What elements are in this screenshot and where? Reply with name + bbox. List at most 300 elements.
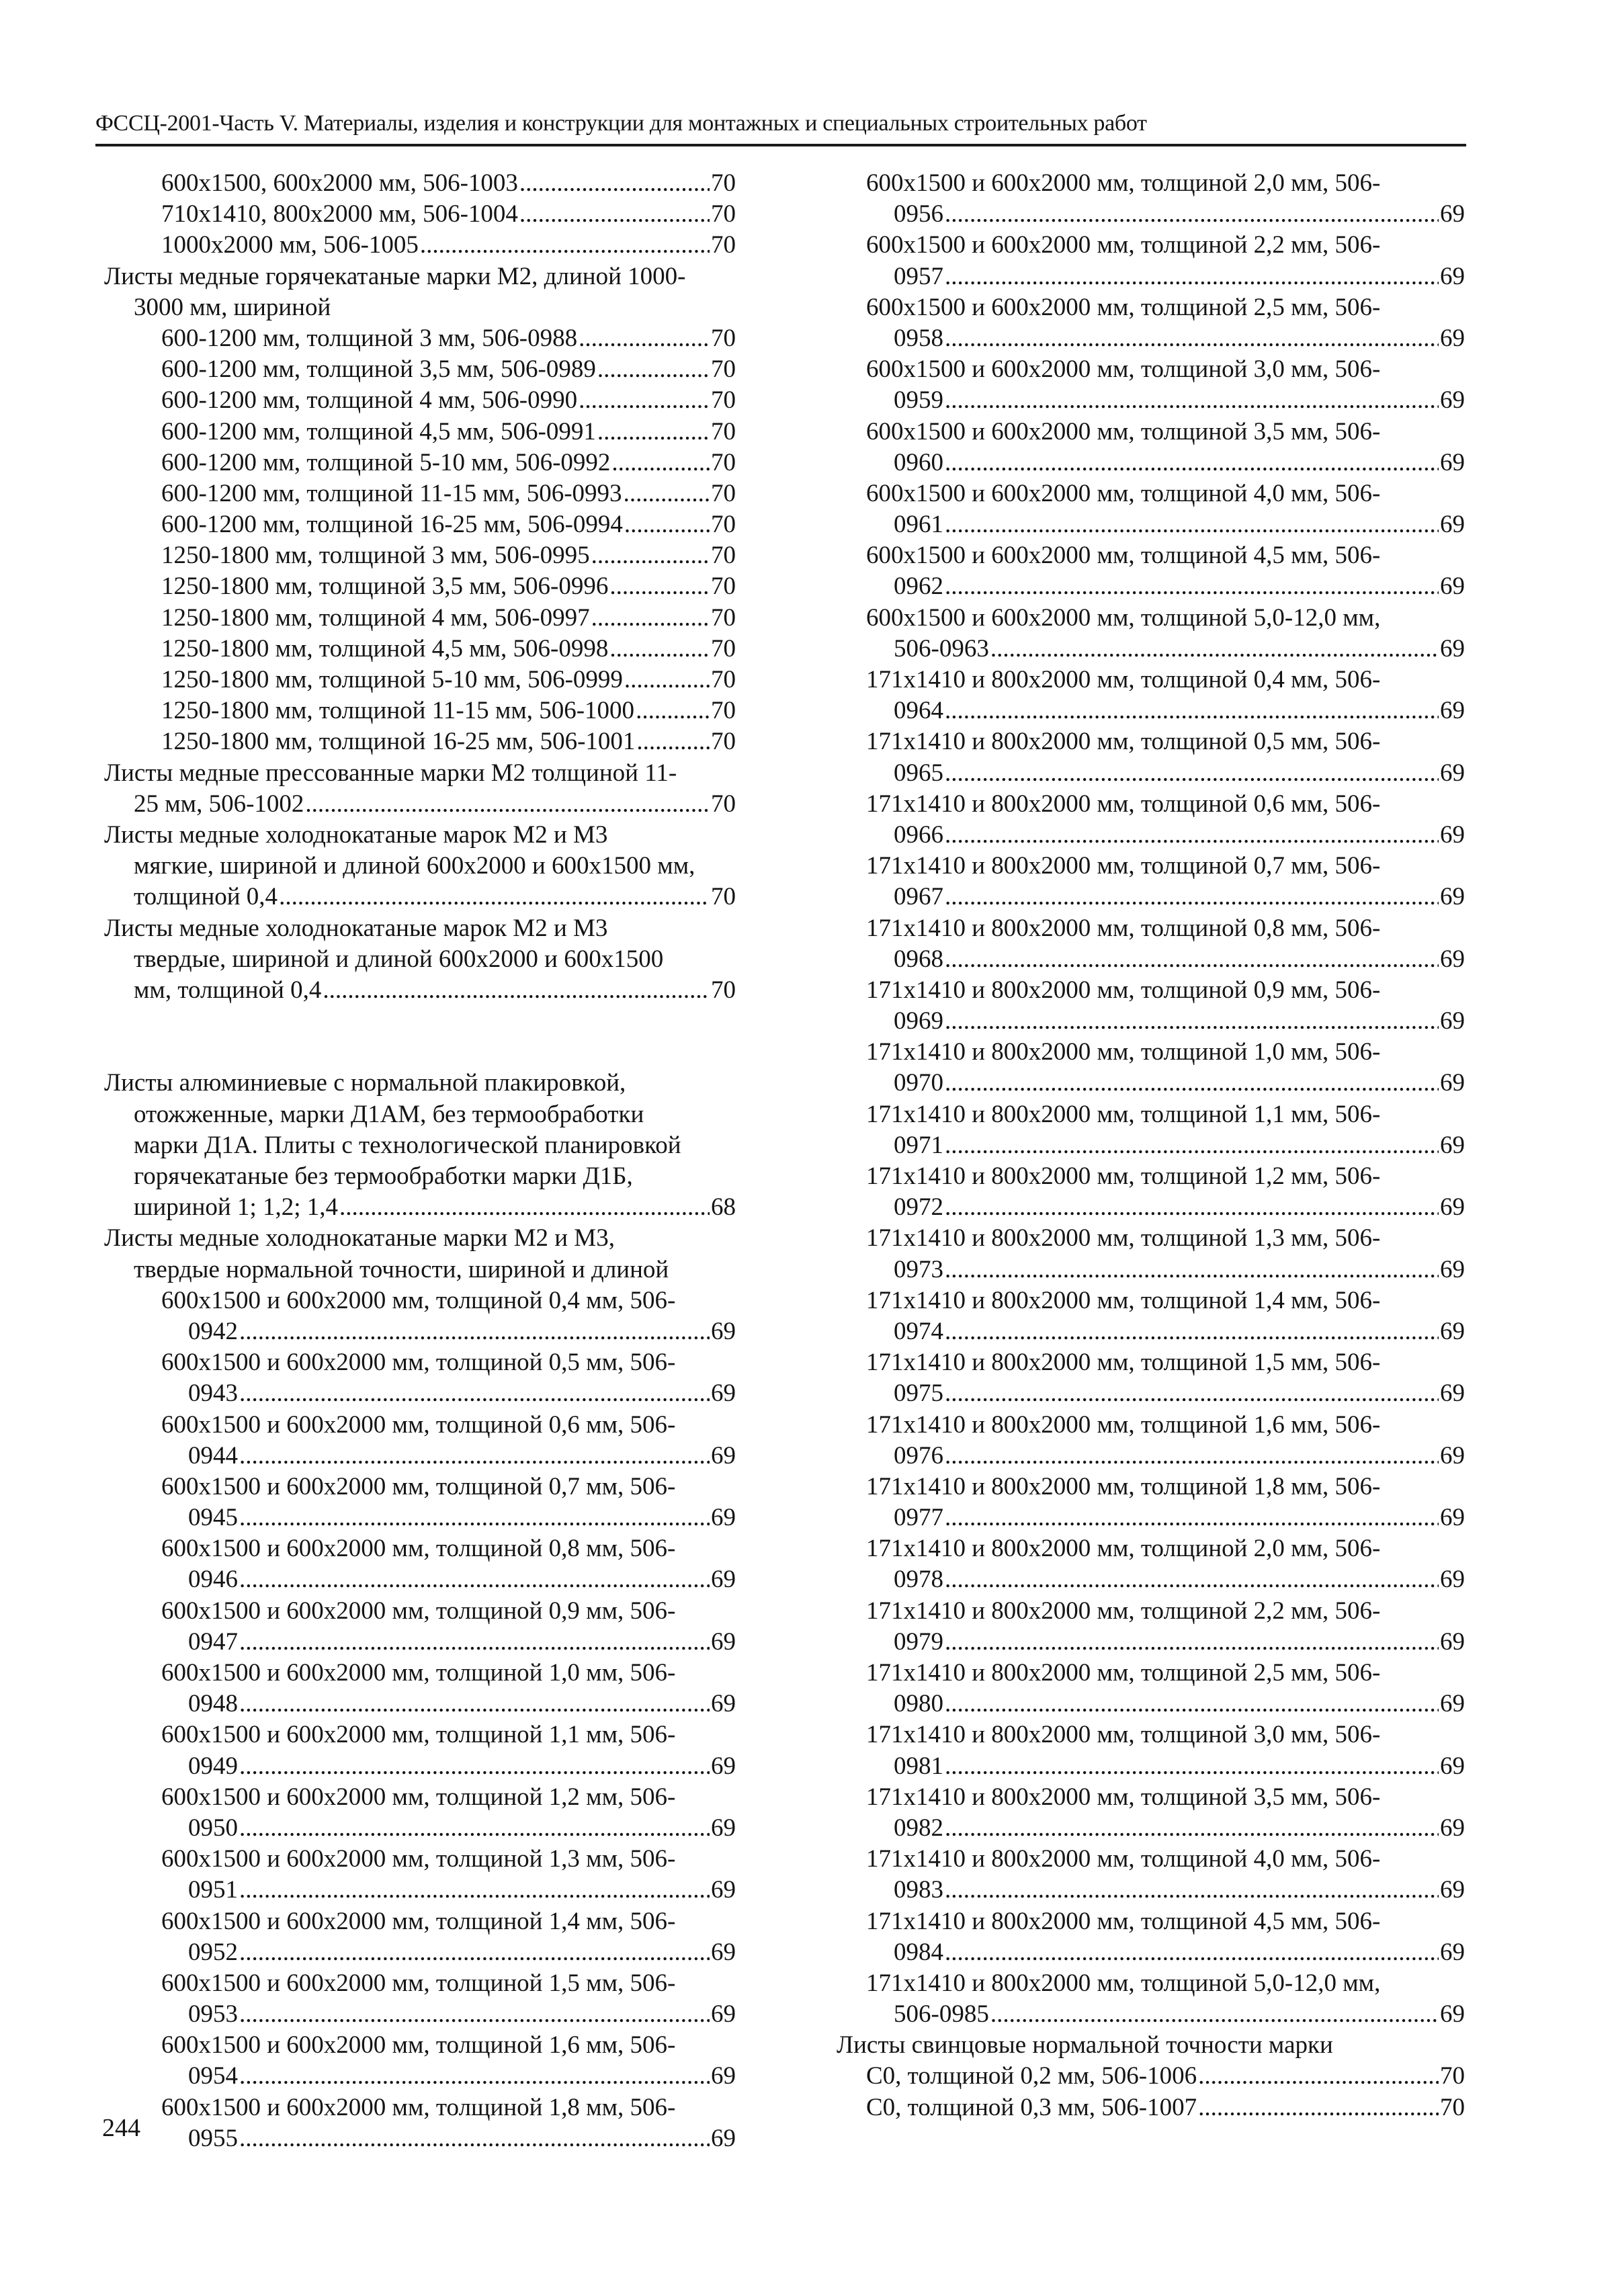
index-entry-text: 600x1500 и 600x2000 мм, толщиной 1,4 мм, 506- — [161, 1907, 676, 1935]
dot-leader — [945, 1689, 1439, 1719]
index-line — [104, 385, 736, 416]
index-line — [104, 1255, 736, 1285]
index-line — [837, 1130, 1465, 1161]
index-line — [104, 1813, 736, 1844]
index-entry-page: 69 — [1440, 1193, 1465, 1222]
index-entry-text: 0948 — [188, 1690, 238, 1718]
index-line — [104, 1285, 736, 1316]
index-line — [837, 540, 1465, 571]
index-line — [104, 1564, 736, 1595]
index-entry-page: 69 — [1440, 262, 1465, 290]
dot-leader — [945, 1130, 1439, 1161]
index-entry-text: 600x1500 и 600x2000 мм, толщиной 0,8 мм, 506- — [161, 1535, 676, 1563]
index-entry-text: 0952 — [188, 1938, 238, 1966]
index-entry-text: 171x1410 и 800x2000 мм, толщиной 1,8 мм, 506- — [866, 1472, 1381, 1500]
index-line — [104, 1906, 736, 1937]
index-entry-text: 0968 — [894, 945, 943, 973]
index-entry-page: 69 — [1440, 1007, 1465, 1035]
index-entry-text: 600x1500 и 600x2000 мм, толщиной 2,2 мм, 506- — [866, 231, 1381, 259]
index-entry-page: 70 — [1440, 2062, 1465, 2090]
index-entry-page: 69 — [1440, 2000, 1465, 2029]
index-line — [104, 1658, 736, 1689]
index-line — [104, 1875, 736, 1906]
index-entry-text: 0956 — [894, 200, 943, 228]
dot-leader — [636, 695, 710, 726]
index-entry-text: 1250-1800 мм, толщиной 11-15 мм, 506-1000 — [161, 697, 635, 725]
index-entry-page: 69 — [1440, 1938, 1465, 1966]
index-entry-page: 70 — [711, 697, 736, 725]
index-entry-page: 69 — [1440, 1069, 1465, 1097]
index-line — [104, 1937, 736, 1968]
index-entry-page: 69 — [1440, 200, 1465, 228]
index-entry-page: 69 — [1440, 324, 1465, 352]
index-entry-text: 0979 — [894, 1627, 943, 1656]
index-entry-text: 0964 — [894, 697, 943, 725]
index-entry-text: 0949 — [188, 1752, 238, 1780]
index-entry-page: 70 — [1440, 2093, 1465, 2121]
index-line — [104, 1099, 736, 1130]
index-entry-page: 70 — [711, 511, 736, 539]
index-entry-page: 70 — [711, 355, 736, 384]
index-line — [837, 385, 1465, 416]
index-line — [104, 1844, 736, 1875]
dot-leader — [945, 882, 1439, 912]
dot-leader — [279, 882, 710, 912]
index-line — [837, 199, 1465, 230]
index-entry-text: 0969 — [894, 1007, 943, 1035]
dot-leader — [945, 1564, 1439, 1595]
dot-leader — [239, 1502, 710, 1533]
dot-leader — [239, 1999, 710, 2030]
blank-line — [104, 1006, 736, 1037]
index-line — [104, 261, 736, 292]
index-entry-page: 69 — [1440, 1504, 1465, 1532]
dot-leader — [591, 603, 710, 634]
index-line — [104, 2092, 736, 2123]
index-entry-text: 600x1500 и 600x2000 мм, толщиной 0,7 мм, 506- — [161, 1472, 676, 1500]
index-line — [837, 292, 1465, 323]
index-entry-text: твердые, шириной и длиной 600x2000 и 600x1500 — [134, 945, 664, 973]
index-entry-text: 600-1200 мм, толщиной 3 мм, 506-0988 — [161, 324, 578, 352]
index-entry-text: 0966 — [894, 820, 943, 849]
index-line — [104, 509, 736, 540]
index-entry-text: 171x1410 и 800x2000 мм, толщиной 1,4 мм, 506- — [866, 1286, 1381, 1314]
index-line — [837, 695, 1465, 726]
index-entry-text: 600x1500 и 600x2000 мм, толщиной 1,1 мм, 506- — [161, 1721, 676, 1749]
index-entry-text: 1250-1800 мм, толщиной 3 мм, 506-0995 — [161, 542, 590, 570]
index-line — [837, 2030, 1465, 2061]
index-entry-page: 69 — [1440, 1876, 1465, 1904]
index-line — [104, 1316, 736, 1347]
index-entry-page: 70 — [711, 976, 736, 1004]
dot-leader — [239, 1689, 710, 1719]
dot-leader — [945, 323, 1439, 354]
index-entry-text: 171x1410 и 800x2000 мм, толщиной 0,4 мм, 506- — [866, 666, 1381, 693]
index-entry-page: 70 — [711, 200, 736, 228]
index-entry-text: 600x1500 и 600x2000 мм, толщиной 1,5 мм, 506- — [161, 1969, 676, 1997]
dot-leader — [945, 1378, 1439, 1409]
dot-leader — [1198, 2092, 1439, 2123]
dot-leader — [624, 478, 710, 509]
index-entry-text: 0951 — [188, 1876, 238, 1904]
index-line — [104, 354, 736, 385]
index-entry-text: 600x1500 и 600x2000 мм, толщиной 0,4 мм, 506- — [161, 1286, 676, 1314]
index-entry-text: 0984 — [894, 1938, 943, 1966]
index-entry-text: 25 мм, 506-1002 — [134, 790, 304, 818]
index-line — [104, 820, 736, 851]
index-entry-page: 70 — [711, 790, 736, 818]
index-entry-page: 69 — [1440, 1131, 1465, 1159]
index-entry-text: 0942 — [188, 1317, 238, 1345]
index-entry-page: 69 — [1440, 1255, 1465, 1283]
index-entry-page: 69 — [1440, 697, 1465, 725]
index-entry-text: 600x1500 и 600x2000 мм, толщиной 1,2 мм, 506- — [161, 1783, 676, 1811]
index-entry-page: 69 — [1440, 1317, 1465, 1345]
index-entry-text: 0944 — [188, 1441, 238, 1470]
index-entry-text: 600x1500 и 600x2000 мм, толщиной 3,0 мм, 506- — [866, 355, 1381, 384]
dot-leader — [579, 323, 710, 354]
dot-leader — [624, 509, 710, 540]
index-entry-text: 600x1500 и 600x2000 мм, толщиной 3,5 мм, 506- — [866, 417, 1381, 445]
index-entry-text: 0959 — [894, 386, 943, 415]
index-entry-text: 0953 — [188, 2000, 238, 2029]
index-entry-text: 600x1500 и 600x2000 мм, толщиной 0,9 мм, 506- — [161, 1597, 676, 1625]
index-entry-text: 0945 — [188, 1504, 238, 1532]
index-line — [104, 913, 736, 944]
index-entry-page: 70 — [711, 231, 736, 259]
dot-leader — [945, 1875, 1439, 1906]
index-entry-text: 506-0963 — [894, 634, 989, 663]
index-entry-text: 0981 — [894, 1752, 943, 1780]
index-entry-text: Листы медные прессованные марки М2 толщиной 11- — [104, 759, 677, 787]
index-entry-page: 69 — [711, 1876, 736, 1904]
index-entry-page: 69 — [1440, 511, 1465, 539]
index-entry-page: 69 — [1440, 759, 1465, 787]
index-line — [837, 1223, 1465, 1254]
index-line — [837, 1875, 1465, 1906]
index-line — [104, 695, 736, 726]
index-line — [837, 1999, 1465, 2030]
index-entry-page: 70 — [711, 572, 736, 601]
index-entry-text: 1250-1800 мм, толщиной 3,5 мм, 506-0996 — [161, 572, 609, 601]
dot-leader — [239, 1937, 710, 1968]
dot-leader — [339, 1192, 710, 1223]
index-entry-text: 0950 — [188, 1814, 238, 1842]
index-line — [837, 913, 1465, 944]
index-line — [104, 1999, 736, 2030]
index-entry-text: Листы медные холоднокатаные марок М2 и М3 — [104, 820, 608, 849]
dot-leader — [945, 944, 1439, 975]
index-entry-page: 69 — [1440, 1627, 1465, 1656]
index-line — [104, 944, 736, 975]
index-line — [837, 2092, 1465, 2123]
index-entry-text: 0947 — [188, 1627, 238, 1656]
index-entry-page: 69 — [1440, 1566, 1465, 1594]
page-header: ФССЦ-2001-Часть V. Материалы, изделия и конструкции для монтажных и специальных строительных работ — [95, 108, 1466, 146]
dot-leader — [945, 199, 1439, 230]
dot-leader — [945, 1937, 1439, 1968]
index-line — [837, 417, 1465, 448]
index-entry-page: 69 — [1440, 1379, 1465, 1408]
index-line — [837, 2061, 1465, 2092]
index-entry-text: 600x1500, 600x2000 мм, 506-1003 — [161, 169, 518, 197]
index-line — [104, 1347, 736, 1378]
index-entry-page: 69 — [1440, 820, 1465, 849]
index-line — [104, 1161, 736, 1192]
index-entry-text: 0955 — [188, 2124, 238, 2152]
dot-leader — [305, 789, 710, 820]
index-entry-text: 600x1500 и 600x2000 мм, толщиной 2,5 мм, 506- — [866, 293, 1381, 321]
index-line — [837, 1068, 1465, 1099]
dot-leader — [1198, 2061, 1439, 2092]
index-entry-text: 171x1410 и 800x2000 мм, толщиной 2,0 мм, 506- — [866, 1535, 1381, 1563]
index-line — [104, 2030, 736, 2061]
index-entry-text: 0960 — [894, 448, 943, 476]
index-entry-text: 600x1500 и 600x2000 мм, толщиной 4,0 мм, 506- — [866, 479, 1381, 507]
dot-leader — [945, 385, 1439, 416]
index-entry-text: 600x1500 и 600x2000 мм, толщиной 1,6 мм, 506- — [161, 2031, 676, 2059]
index-entry-page: 70 — [711, 324, 736, 352]
index-line — [837, 726, 1465, 757]
index-line — [837, 1813, 1465, 1844]
index-entry-page: 69 — [711, 1814, 736, 1842]
index-line — [104, 571, 736, 602]
index-entry-text: Листы алюминиевые с нормальной плакировкой, — [104, 1069, 626, 1097]
index-line — [837, 975, 1465, 1006]
index-line — [837, 1689, 1465, 1719]
index-line — [837, 354, 1465, 385]
index-entry-page: 70 — [711, 386, 736, 415]
index-entry-page: 69 — [711, 1566, 736, 1594]
index-line — [837, 1472, 1465, 1502]
index-line — [837, 665, 1465, 695]
dot-leader — [945, 1502, 1439, 1533]
index-line — [837, 1596, 1465, 1627]
index-line — [837, 1751, 1465, 1782]
index-line — [104, 665, 736, 695]
index-line — [104, 1472, 736, 1502]
index-entry-text: Листы медные холоднокатаные марки М2 и М3, — [104, 1224, 615, 1252]
index-entry-text: горячекатаные без термообработки марки Д1Б, — [134, 1162, 633, 1190]
index-entry-text: 0946 — [188, 1566, 238, 1594]
index-line — [104, 199, 736, 230]
index-line — [837, 323, 1465, 354]
index-line — [837, 1410, 1465, 1441]
index-entry-text: 171x1410 и 800x2000 мм, толщиной 0,5 мм, 506- — [866, 728, 1381, 756]
index-line — [837, 448, 1465, 478]
index-line — [104, 168, 736, 199]
index-line — [104, 448, 736, 478]
index-line — [104, 323, 736, 354]
index-line — [837, 168, 1465, 199]
dot-leader — [945, 1441, 1439, 1472]
index-line — [837, 1347, 1465, 1378]
index-entry-text: 0982 — [894, 1814, 943, 1842]
dot-leader — [519, 199, 710, 230]
index-line — [837, 603, 1465, 634]
index-entry-page: 69 — [711, 1690, 736, 1718]
index-entry-text: 0975 — [894, 1379, 943, 1408]
index-line — [837, 1006, 1465, 1037]
index-entry-text: 600x1500 и 600x2000 мм, толщиной 0,6 мм, 506- — [161, 1410, 676, 1439]
index-entry-page: 69 — [1440, 634, 1465, 663]
index-entry-page: 69 — [711, 1317, 736, 1345]
index-line — [104, 1502, 736, 1533]
index-line — [837, 1037, 1465, 1068]
dot-leader — [945, 1627, 1439, 1658]
index-entry-page: 69 — [1440, 1690, 1465, 1718]
index-line — [104, 789, 736, 820]
index-line — [837, 758, 1465, 789]
index-line — [104, 1533, 736, 1564]
index-entry-page: 69 — [1440, 883, 1465, 911]
index-line — [104, 1968, 736, 1999]
index-entry-text: 1250-1800 мм, толщиной 16-25 мм, 506-1001 — [161, 728, 636, 756]
index-entry-text: 171x1410 и 800x2000 мм, толщиной 4,0 мм, 506- — [866, 1845, 1381, 1873]
index-entry-text: 0974 — [894, 1317, 943, 1345]
dot-leader — [611, 448, 710, 478]
index-entry-text: 600x1500 и 600x2000 мм, толщиной 2,0 мм, 506- — [866, 169, 1381, 197]
index-entry-text: 600x1500 и 600x2000 мм, толщиной 1,3 мм, 506- — [161, 1845, 676, 1873]
index-entry-text: 171x1410 и 800x2000 мм, толщиной 1,1 мм, 506- — [866, 1100, 1381, 1128]
index-entry-text: 171x1410 и 800x2000 мм, толщиной 0,6 мм, 506- — [866, 790, 1381, 818]
index-line — [837, 230, 1465, 261]
index-line — [104, 1068, 736, 1099]
dot-leader — [239, 1751, 710, 1782]
index-entry-text: 0976 — [894, 1441, 943, 1470]
dot-leader — [945, 820, 1439, 851]
index-line — [837, 1441, 1465, 1472]
dot-leader — [609, 634, 710, 665]
index-entry-text: 600x1500 и 600x2000 мм, толщиной 5,0-12,0 мм, — [866, 603, 1381, 632]
index-line — [104, 1782, 736, 1813]
dot-leader — [239, 1564, 710, 1595]
index-entry-page: 69 — [1440, 1814, 1465, 1842]
index-entry-text: 1250-1800 мм, толщиной 5-10 мм, 506-0999 — [161, 666, 623, 693]
index-line — [104, 1130, 736, 1161]
index-entry-page: 69 — [711, 1752, 736, 1780]
index-entry-text: 600-1200 мм, толщиной 11-15 мм, 506-0993 — [161, 479, 622, 507]
index-entry-text: 171x1410 и 800x2000 мм, толщиной 4,5 мм, 506- — [866, 1907, 1381, 1935]
dot-leader — [239, 2061, 710, 2092]
index-line — [837, 1285, 1465, 1316]
index-line — [837, 1502, 1465, 1533]
index-entry-text: толщиной 0,4 — [134, 883, 278, 911]
dot-leader — [239, 1813, 710, 1844]
index-entry-text: 0961 — [894, 511, 943, 539]
index-entry-text: 3000 мм, шириной — [134, 293, 331, 321]
dot-leader — [945, 1316, 1439, 1347]
index-entry-page: 69 — [1440, 1752, 1465, 1780]
index-entry-page: 69 — [711, 1504, 736, 1532]
index-line — [104, 417, 736, 448]
dot-leader — [945, 1255, 1439, 1285]
dot-leader — [990, 634, 1439, 665]
index-entry-page: 70 — [711, 448, 736, 476]
index-line — [104, 292, 736, 323]
index-entry-text: 600x1500 и 600x2000 мм, толщиной 4,5 мм, 506- — [866, 542, 1381, 570]
dot-leader — [945, 695, 1439, 726]
index-entry-page: 69 — [711, 1441, 736, 1470]
index-column-right — [837, 168, 1465, 2123]
index-line — [837, 1192, 1465, 1223]
index-entry-text: 600x1500 и 600x2000 мм, толщиной 1,0 мм, 506- — [161, 1659, 676, 1687]
index-line — [837, 1099, 1465, 1130]
index-line — [837, 1719, 1465, 1750]
index-line — [104, 1192, 736, 1223]
index-line — [837, 634, 1465, 665]
index-entry-text: 600-1200 мм, толщиной 5-10 мм, 506-0992 — [161, 448, 611, 476]
index-entry-text: 171x1410 и 800x2000 мм, толщиной 5,0-12,0 мм, — [866, 1969, 1381, 1997]
index-entry-text: 0967 — [894, 883, 943, 911]
index-line — [837, 789, 1465, 820]
index-line — [104, 540, 736, 571]
index-line — [837, 1906, 1465, 1937]
index-entry-text: твердые нормальной точности, шириной и длиной — [134, 1255, 669, 1283]
index-line — [837, 1255, 1465, 1285]
index-entry-text: 1250-1800 мм, толщиной 4,5 мм, 506-0998 — [161, 634, 609, 663]
index-entry-page: 69 — [1440, 945, 1465, 973]
index-entry-text: 0957 — [894, 262, 943, 290]
index-entry-text: 171x1410 и 800x2000 мм, толщиной 0,7 мм, 506- — [866, 852, 1381, 880]
index-entry-text: 171x1410 и 800x2000 мм, толщиной 3,0 мм, 506- — [866, 1721, 1381, 1749]
dot-leader — [945, 1192, 1439, 1223]
index-entry-page: 69 — [711, 2124, 736, 2152]
index-line — [837, 1658, 1465, 1689]
dot-leader — [945, 448, 1439, 478]
index-line — [104, 975, 736, 1006]
index-line — [104, 2061, 736, 2092]
index-line — [104, 882, 736, 912]
index-line — [837, 1968, 1465, 1999]
index-line — [837, 1627, 1465, 1658]
index-entry-page: 70 — [711, 169, 736, 197]
dot-leader — [239, 1378, 710, 1409]
index-line — [104, 2123, 736, 2154]
index-entry-page: 69 — [711, 2062, 736, 2090]
index-entry-text: 600-1200 мм, толщиной 4 мм, 506-0990 — [161, 386, 578, 415]
dot-leader — [597, 354, 710, 385]
index-entry-text: 171x1410 и 800x2000 мм, толщиной 1,0 мм, 506- — [866, 1038, 1381, 1066]
index-entry-text: 171x1410 и 800x2000 мм, толщиной 3,5 мм, 506- — [866, 1783, 1381, 1811]
index-entry-page: 70 — [711, 603, 736, 632]
index-line — [837, 571, 1465, 602]
dot-leader — [636, 726, 710, 757]
dot-leader — [239, 1441, 710, 1472]
index-entry-page: 69 — [711, 1938, 736, 1966]
index-entry-text: 0983 — [894, 1876, 943, 1904]
dot-leader — [591, 540, 710, 571]
dot-leader — [597, 417, 710, 448]
index-line — [837, 944, 1465, 975]
index-line — [837, 1844, 1465, 1875]
index-line — [104, 1410, 736, 1441]
index-entry-page: 69 — [1440, 572, 1465, 601]
index-entry-text: 171x1410 и 800x2000 мм, толщиной 1,2 мм, 506- — [866, 1162, 1381, 1190]
dot-leader — [945, 1068, 1439, 1099]
index-entry-text: 0972 — [894, 1193, 943, 1222]
index-line — [104, 1223, 736, 1254]
dot-leader — [945, 758, 1439, 789]
dot-leader — [239, 1875, 710, 1906]
dot-leader — [945, 261, 1439, 292]
index-line — [104, 1689, 736, 1719]
index-entry-text: 0954 — [188, 2062, 238, 2090]
index-entry-page: 69 — [1440, 386, 1465, 415]
index-entry-page: 69 — [1440, 448, 1465, 476]
index-line — [104, 851, 736, 882]
dot-leader — [239, 2123, 710, 2154]
